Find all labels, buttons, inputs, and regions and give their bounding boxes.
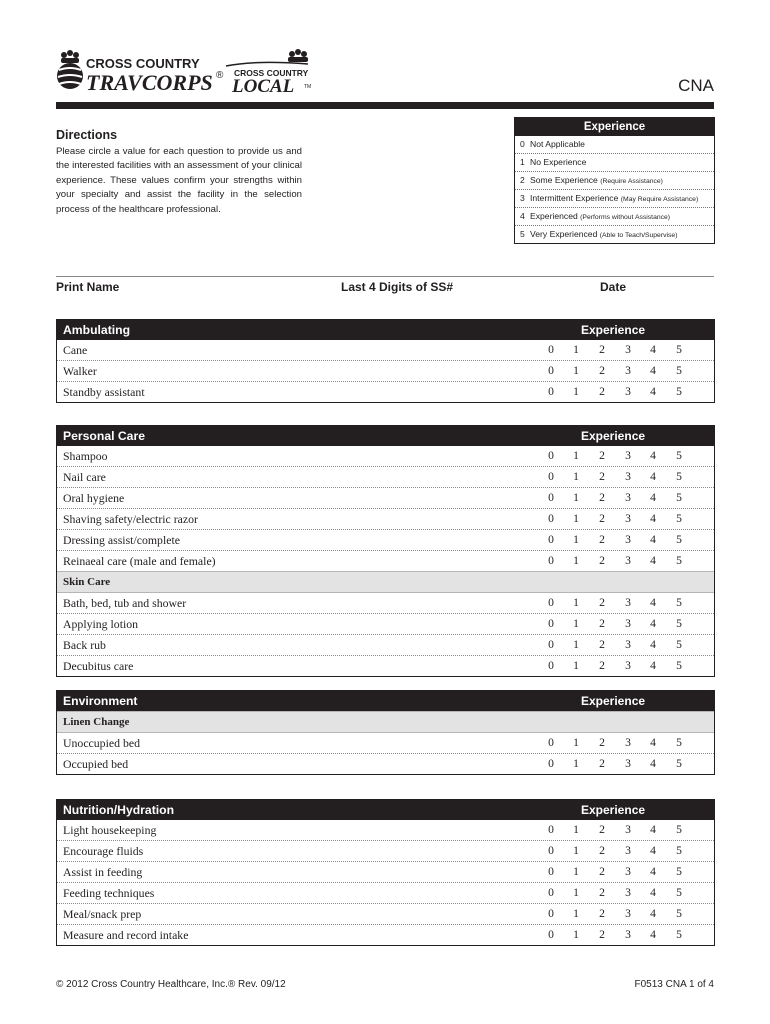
rating-option-3[interactable]: 3 [625,638,631,651]
skill-label: Walker [63,364,97,378]
rating-option-5[interactable]: 5 [676,907,682,920]
table-row [57,360,714,381]
section-nutrition-hydration [56,799,715,946]
table-row [57,381,714,402]
legend-item-number: 3 [520,193,525,203]
directions-text: Please circle a value for each question to provide us and the interested facilities with an assessment of your clinical experience. These values confirm your strengths within your specialty and assist the facility in the selection process of the healthcare professional. [56,146,302,215]
subheading-label: Linen Change [63,716,130,728]
table-row [57,655,714,676]
rating-option-0[interactable]: 0 [548,343,554,356]
table-row [57,861,714,882]
footer-page: F0513 CNA 1 of 4 [634,979,714,990]
table-row [57,634,714,655]
rating-option-5[interactable]: 5 [676,470,682,483]
rating-option-2[interactable]: 2 [599,512,605,525]
section-header [57,426,714,446]
table-row [57,753,714,774]
subheading-label: Skin Care [63,576,111,588]
rating-option-5[interactable]: 5 [676,364,682,377]
rating-option-1[interactable]: 1 [573,757,579,770]
rating-option-2[interactable]: 2 [599,928,605,941]
rating-option-4[interactable]: 4 [650,844,656,857]
rating-option-3[interactable]: 3 [625,757,631,770]
rating-option-0[interactable]: 0 [548,865,554,878]
rating-option-0[interactable]: 0 [548,596,554,609]
rating-option-4[interactable]: 4 [650,865,656,878]
rating-option-3[interactable]: 3 [625,596,631,609]
skill-label: Bath, bed, tub and shower [63,596,187,610]
rating-option-5[interactable]: 5 [676,617,682,630]
table-row [57,340,714,360]
rating-option-4[interactable]: 4 [650,907,656,920]
rating-option-5[interactable]: 5 [676,449,682,462]
skill-label: Shaving safety/electric razor [63,512,198,526]
skill-label: Measure and record intake [63,928,189,942]
rating-option-5[interactable]: 5 [676,638,682,651]
rating-option-3[interactable]: 3 [625,385,631,398]
directions-title: Directions [56,128,118,142]
section-experience-label: Experience [581,694,646,708]
rating-option-3[interactable]: 3 [625,736,631,749]
rating-option-2[interactable]: 2 [599,886,605,899]
skill-label: Dressing assist/complete [63,533,180,547]
rating-option-5[interactable]: 5 [676,659,682,672]
legend-item-label: Not Applicable [530,139,585,149]
rating-option-1[interactable]: 1 [573,491,579,504]
skill-label: Shampoo [63,449,108,463]
rating-option-0[interactable]: 0 [548,907,554,920]
rating-option-1[interactable]: 1 [573,470,579,483]
rating-option-2[interactable]: 2 [599,638,605,651]
legend-item-number: 5 [520,229,525,239]
rating-option-2[interactable]: 2 [599,385,605,398]
legend-item-label: Very Experienced [530,229,598,239]
rating-option-3[interactable]: 3 [625,491,631,504]
rating-option-1[interactable]: 1 [573,659,579,672]
rating-option-4[interactable]: 4 [650,823,656,836]
rating-option-5[interactable]: 5 [676,757,682,770]
legend-item-note: (Able to Teach/Supervise) [599,232,678,239]
ssn-label: Last 4 Digits of SS# [341,280,454,294]
rating-option-1[interactable]: 1 [573,617,579,630]
legend-item-number: 4 [520,211,525,221]
header-rule [56,102,714,109]
fields-rule [56,276,714,277]
rating-option-5[interactable]: 5 [676,491,682,504]
date-label: Date [600,280,627,294]
rating-option-0[interactable]: 0 [548,928,554,941]
legend-item [515,171,714,189]
rating-option-3[interactable]: 3 [625,512,631,525]
table-row [57,903,714,924]
rating-option-3[interactable]: 3 [625,844,631,857]
rating-option-5[interactable]: 5 [676,736,682,749]
rating-option-0[interactable]: 0 [548,512,554,525]
legend-item-label: Some Experience [530,175,598,185]
rating-option-0[interactable]: 0 [548,638,554,651]
skill-label: Occupied bed [63,757,129,771]
rating-option-0[interactable]: 0 [548,844,554,857]
rating-option-5[interactable]: 5 [676,343,682,356]
rating-option-0[interactable]: 0 [548,364,554,377]
legend-item-number: 2 [520,175,525,185]
rating-option-3[interactable]: 3 [625,617,631,630]
rating-option-0[interactable]: 0 [548,757,554,770]
logo-travcorps-line2: TRAVCORPS [86,70,213,95]
legend-item-number: 0 [520,139,525,149]
rating-option-0[interactable]: 0 [548,533,554,546]
section-title: Environment [63,694,138,708]
rating-option-1[interactable]: 1 [573,638,579,651]
section-title: Personal Care [63,429,145,443]
rating-option-0[interactable]: 0 [548,385,554,398]
legend-item [515,189,714,207]
rating-option-3[interactable]: 3 [625,907,631,920]
rating-option-1[interactable]: 1 [573,596,579,609]
rating-option-4[interactable]: 4 [650,638,656,651]
rating-option-3[interactable]: 3 [625,343,631,356]
rating-option-3[interactable]: 3 [625,554,631,567]
table-row [57,593,714,613]
legend-item [515,225,714,243]
section-title: Nutrition/Hydration [63,803,175,817]
rating-option-4[interactable]: 4 [650,757,656,770]
rating-option-0[interactable]: 0 [548,491,554,504]
rating-option-5[interactable]: 5 [676,865,682,878]
rating-option-0[interactable]: 0 [548,886,554,899]
rating-option-4[interactable]: 4 [650,364,656,377]
skill-label: Decubitus care [63,659,134,673]
rating-option-0[interactable]: 0 [548,449,554,462]
legend-item-note: (Require Assistance) [600,178,663,185]
section-experience-label: Experience [581,323,646,337]
rating-option-4[interactable]: 4 [650,470,656,483]
section-personal-care [56,425,715,677]
rating-option-1[interactable]: 1 [573,865,579,878]
rating-option-0[interactable]: 0 [548,823,554,836]
people-icon [288,49,308,62]
rating-option-2[interactable]: 2 [599,596,605,609]
legend-item [515,136,714,153]
table-row [57,508,714,529]
rating-option-1[interactable]: 1 [573,385,579,398]
legend-item [515,207,714,225]
table-row [57,446,714,466]
rating-option-4[interactable]: 4 [650,533,656,546]
rating-option-4[interactable]: 4 [650,596,656,609]
rating-option-5[interactable]: 5 [676,596,682,609]
skill-label: Light housekeeping [63,823,157,837]
rating-option-1[interactable]: 1 [573,554,579,567]
table-row [57,924,714,945]
rating-option-1[interactable]: 1 [573,449,579,462]
legend-item-note: (May Require Assistance) [620,196,699,203]
rating-option-2[interactable]: 2 [599,659,605,672]
section-environment [56,690,715,775]
skill-label: Standby assistant [63,385,145,399]
rating-option-5[interactable]: 5 [676,823,682,836]
rating-option-2[interactable]: 2 [599,736,605,749]
rating-option-3[interactable]: 3 [625,886,631,899]
table-row [57,733,714,753]
rating-option-4[interactable]: 4 [650,736,656,749]
rating-option-4[interactable]: 4 [650,343,656,356]
rating-option-0[interactable]: 0 [548,659,554,672]
table-row [57,550,714,571]
rating-option-2[interactable]: 2 [599,364,605,377]
rating-option-1[interactable]: 1 [573,886,579,899]
rating-option-2[interactable]: 2 [599,491,605,504]
table-row [57,820,714,840]
rating-option-1[interactable]: 1 [573,736,579,749]
skill-label: Feeding techniques [63,886,155,900]
cross-country-logo [56,48,326,100]
rating-option-1[interactable]: 1 [573,907,579,920]
rating-option-4[interactable]: 4 [650,617,656,630]
logo-local-line2: LOCAL [232,76,295,97]
skill-label: Meal/snack prep [63,907,142,921]
rating-option-3[interactable]: 3 [625,928,631,941]
rating-option-1[interactable]: 1 [573,512,579,525]
rating-option-1[interactable]: 1 [573,364,579,377]
skill-label: Back rub [63,638,106,652]
section-title: Ambulating [63,323,131,337]
legend-item-label: No Experience [530,157,587,167]
rating-option-3[interactable]: 3 [625,364,631,377]
rating-option-1[interactable]: 1 [573,343,579,356]
rating-option-3[interactable]: 3 [625,823,631,836]
rating-option-3[interactable]: 3 [625,470,631,483]
table-row [57,840,714,861]
legend-item-note: (Performs without Assistance) [580,214,671,221]
legend-title: Experience [515,118,714,136]
logo-travcorps-line1: CROSS COUNTRY [86,56,200,71]
section-experience-label: Experience [581,803,646,817]
skill-label: Unoccupied bed [63,736,140,750]
rating-option-1[interactable]: 1 [573,844,579,857]
rating-option-4[interactable]: 4 [650,491,656,504]
section-experience-label: Experience [581,429,646,443]
table-row [57,882,714,903]
table-row [57,613,714,634]
rating-option-0[interactable]: 0 [548,554,554,567]
table-row [57,529,714,550]
rating-option-1[interactable]: 1 [573,928,579,941]
subheading-row [57,571,714,593]
print-name-label: Print Name [56,280,120,294]
rating-option-2[interactable]: 2 [599,554,605,567]
rating-option-2[interactable]: 2 [599,865,605,878]
rating-option-2[interactable]: 2 [599,449,605,462]
rating-option-4[interactable]: 4 [650,659,656,672]
rating-option-4[interactable]: 4 [650,554,656,567]
rating-option-2[interactable]: 2 [599,907,605,920]
rating-option-5[interactable]: 5 [676,844,682,857]
rating-option-3[interactable]: 3 [625,865,631,878]
logo-local-line1: CROSS COUNTRY [234,68,309,78]
rating-option-1[interactable]: 1 [573,823,579,836]
table-row [57,487,714,508]
form-code: CNA [678,76,714,95]
section-header [57,320,714,340]
experience-legend [514,117,715,244]
skill-label: Cane [63,343,88,357]
skill-label: Applying lotion [63,617,139,631]
rating-option-5[interactable]: 5 [676,385,682,398]
rating-option-5[interactable]: 5 [676,533,682,546]
skill-label: Assist in feeding [63,865,143,879]
rating-option-1[interactable]: 1 [573,533,579,546]
rating-option-4[interactable]: 4 [650,512,656,525]
rating-option-4[interactable]: 4 [650,928,656,941]
legend-item-label: Intermittent Experience [530,193,619,203]
footer-copyright: © 2012 Cross Country Healthcare, Inc.® Rev. 09/12 [56,979,286,990]
legend-item-number: 1 [520,157,525,167]
rating-option-3[interactable]: 3 [625,659,631,672]
rating-option-4[interactable]: 4 [650,886,656,899]
rating-option-2[interactable]: 2 [599,757,605,770]
rating-option-0[interactable]: 0 [548,617,554,630]
rating-option-2[interactable]: 2 [599,533,605,546]
legend-item [515,153,714,171]
globe-icon [57,50,83,89]
rating-option-3[interactable]: 3 [625,449,631,462]
rating-option-5[interactable]: 5 [676,554,682,567]
table-row [57,466,714,487]
skill-label: Oral hygiene [63,491,125,505]
legend-item-label: Experienced [530,211,578,221]
skill-label: Nail care [63,470,106,484]
rating-option-3[interactable]: 3 [625,533,631,546]
rating-option-5[interactable]: 5 [676,886,682,899]
rating-option-0[interactable]: 0 [548,470,554,483]
subheading-row [57,711,714,733]
rating-option-2[interactable]: 2 [599,823,605,836]
rating-option-2[interactable]: 2 [599,617,605,630]
svg-text:®: ® [216,70,224,81]
section-header [57,691,714,711]
rating-option-4[interactable]: 4 [650,449,656,462]
section-header [57,800,714,820]
skill-label: Reinaeal care (male and female) [63,554,216,568]
rating-option-4[interactable]: 4 [650,385,656,398]
rating-option-2[interactable]: 2 [599,470,605,483]
rating-option-5[interactable]: 5 [676,512,682,525]
svg-text:TM: TM [304,84,312,90]
rating-option-2[interactable]: 2 [599,343,605,356]
rating-option-0[interactable]: 0 [548,736,554,749]
rating-option-2[interactable]: 2 [599,844,605,857]
section-ambulating [56,319,715,403]
skill-label: Encourage fluids [63,844,144,858]
rating-option-5[interactable]: 5 [676,928,682,941]
